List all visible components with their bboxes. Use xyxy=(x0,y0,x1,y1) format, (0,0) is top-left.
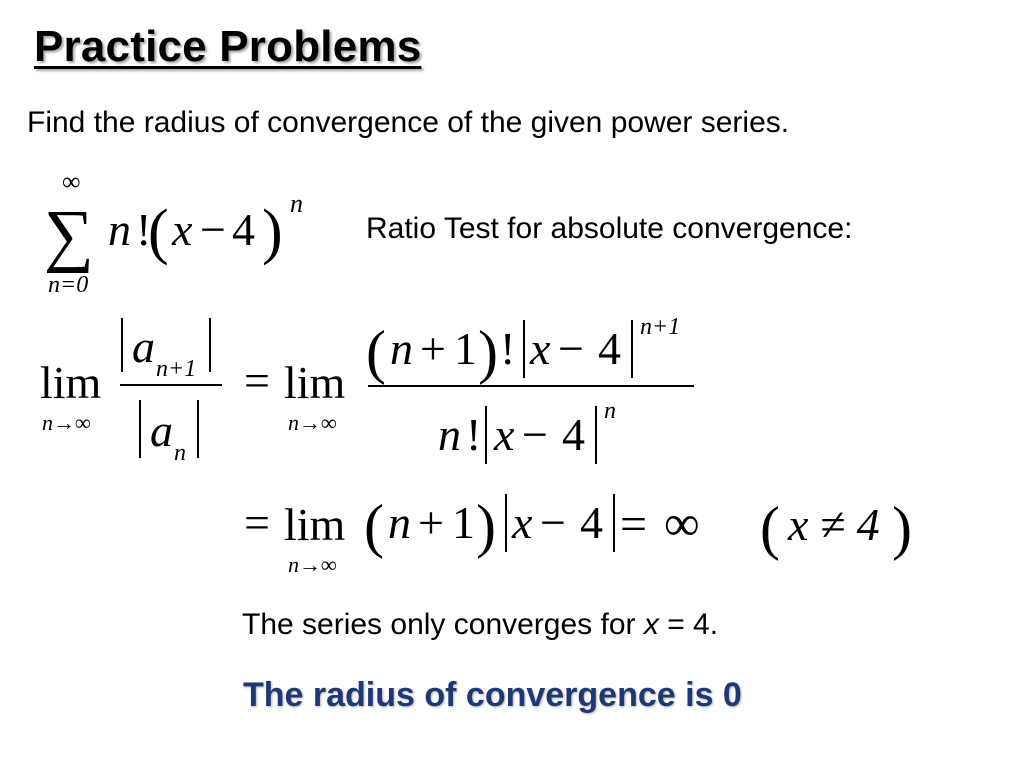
svg-text:=: = xyxy=(620,498,648,551)
ratio-limit-lhs xyxy=(40,318,222,466)
svg-text:−: − xyxy=(522,409,548,460)
ratio-limit-rhs xyxy=(244,314,694,464)
limit-result xyxy=(244,493,912,577)
svg-text:n+1: n+1 xyxy=(640,314,681,340)
svg-text:+: + xyxy=(420,323,446,374)
svg-text:): ) xyxy=(478,319,498,385)
svg-text:(: ( xyxy=(760,495,780,561)
lim-text-2: lim xyxy=(284,357,346,408)
svg-text:(: ( xyxy=(364,493,384,559)
svg-text:4: 4 xyxy=(580,497,603,548)
sigma-symbol: ∑ xyxy=(44,197,94,274)
svg-text:n: n xyxy=(438,409,461,460)
svg-text:n+1: n+1 xyxy=(156,356,197,382)
svg-text:n: n xyxy=(390,323,413,374)
svg-text:a: a xyxy=(132,321,155,372)
svg-text:1: 1 xyxy=(454,323,477,374)
series-exponent: n xyxy=(290,189,303,218)
lim-text-3: lim xyxy=(284,499,346,550)
sum-lower-limit: n=0 xyxy=(48,272,89,298)
svg-text:a: a xyxy=(150,405,173,456)
svg-text:n: n xyxy=(174,440,186,466)
close-paren: ) xyxy=(262,198,283,266)
svg-text:(: ( xyxy=(366,319,386,385)
series-x: x xyxy=(172,204,193,255)
svg-text:): ) xyxy=(476,493,496,559)
open-paren: ( xyxy=(148,198,169,266)
svg-text:1: 1 xyxy=(452,497,475,548)
series-factorial: ! xyxy=(136,204,152,255)
svg-text:!: ! xyxy=(466,409,482,460)
svg-text:x: x xyxy=(512,497,533,548)
sum-upper-limit: ∞ xyxy=(62,167,81,196)
svg-text:4: 4 xyxy=(562,409,585,460)
lim-subscript-2: n→∞ xyxy=(288,410,337,435)
series-n: n xyxy=(108,204,131,255)
series-minus: − xyxy=(200,204,226,255)
svg-text:=: = xyxy=(244,355,270,406)
lim-subscript-3: n→∞ xyxy=(288,552,337,577)
svg-text:n: n xyxy=(604,398,616,424)
lim-subscript: n→∞ xyxy=(42,410,91,435)
svg-text:): ) xyxy=(892,495,912,561)
page-title: Practice Problems xyxy=(34,22,422,71)
svg-text:−: − xyxy=(558,323,584,374)
condition: x ≠ 4 xyxy=(788,499,880,550)
conclusion-text: The series only converges for x = 4. xyxy=(242,608,719,641)
svg-text:+: + xyxy=(418,497,444,548)
svg-text:n: n xyxy=(388,497,411,548)
problem-instruction: Find the radius of convergence of the given power series. xyxy=(27,106,790,139)
power-series-expression xyxy=(44,167,303,298)
svg-text:x: x xyxy=(494,409,515,460)
radius-result: The radius of convergence is 0 xyxy=(243,676,742,714)
svg-text:!: ! xyxy=(500,323,516,374)
svg-text:4: 4 xyxy=(598,323,621,374)
series-four: 4 xyxy=(232,204,255,255)
lim-text: lim xyxy=(40,357,102,408)
svg-text:x: x xyxy=(530,323,551,374)
svg-text:−: − xyxy=(540,497,566,548)
infinity-symbol: ∞ xyxy=(664,495,700,551)
svg-text:=: = xyxy=(244,497,270,548)
ratio-test-label: Ratio Test for absolute convergence: xyxy=(366,212,853,245)
